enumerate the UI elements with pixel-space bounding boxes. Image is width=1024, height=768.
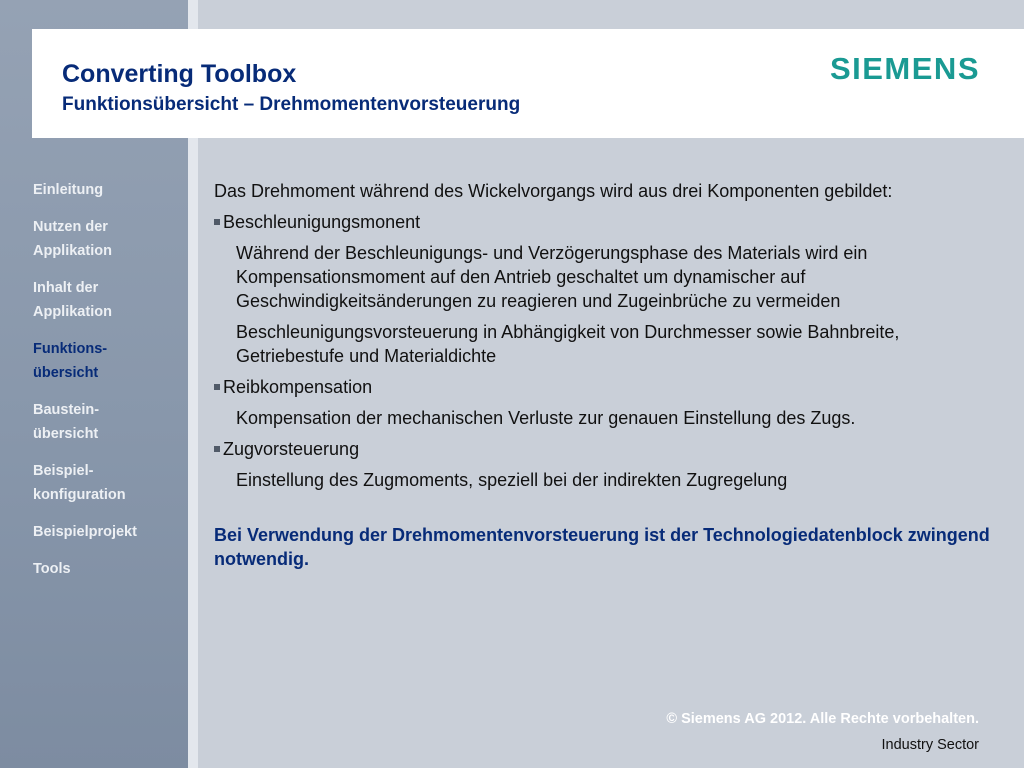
slide-header [32, 29, 1024, 138]
important-note: Bei Verwendung der Drehmomentenvorsteuerung ist der Technologiedatenblock zwingend notwendig. [214, 525, 990, 569]
nav-item-tools[interactable]: Tools [33, 561, 71, 577]
nav-item-bausteinuebersicht[interactable]: Baustein- übersicht [33, 402, 100, 442]
nav-item-funktionsuebersicht[interactable]: Funktions- übersicht [33, 341, 108, 381]
bullet-detail: Einstellung des Zugmoments, speziell bei der indirekten Zugregelung [236, 470, 788, 490]
bullet-detail: Während der Beschleunigungs- und Verzögerungsphase des Materials wird ein Kompensationsmoment auf den Antrieb geschaltet um dynamischer auf Geschwindigkeitsänderungen zu reagieren und Zugeinbrüche zu vermeiden [236, 243, 868, 311]
nav-item-beispielprojekt[interactable]: Beispielprojekt [33, 524, 137, 540]
bullet-heading: Reibkompensation [223, 377, 373, 397]
bullet-item [214, 375, 1004, 399]
bullet-detail: Beschleunigungsvorsteuerung in Abhängigkeit von Durchmesser sowie Bahnbreite, Getriebestufe und Materialdichte [236, 322, 900, 366]
nav-item-inhalt[interactable]: Inhalt der Applikation [33, 280, 112, 320]
square-bullet-icon [214, 446, 220, 452]
sector-label: Industry Sector [881, 737, 979, 753]
nav-item-beispielkonfiguration[interactable]: Beispiel- konfiguration [33, 463, 126, 503]
square-bullet-icon [214, 384, 220, 390]
slide-body [214, 179, 1004, 571]
bullet-item [214, 210, 1004, 234]
bullet-heading: Beschleunigungsmonent [223, 212, 421, 232]
intro-text: Das Drehmoment während des Wickelvorgangs wird aus drei Komponenten gebildet: [214, 181, 893, 201]
slide-title: Converting Toolbox [62, 60, 297, 88]
bullet-heading: Zugvorsteuerung [223, 439, 360, 459]
nav-item-nutzen[interactable]: Nutzen der Applikation [33, 219, 112, 259]
nav-item-einleitung[interactable]: Einleitung [33, 182, 104, 198]
bullet-item [214, 437, 1004, 461]
slide-subtitle: Funktionsübersicht – Drehmomentenvorsteuerung [62, 94, 521, 115]
section-nav [33, 178, 183, 594]
siemens-logo: SIEMENS [829, 51, 980, 86]
copyright-notice: © Siemens AG 2012. Alle Rechte vorbehalten. [666, 711, 979, 727]
square-bullet-icon [214, 219, 220, 225]
bullet-detail: Kompensation der mechanischen Verluste zur genauen Einstellung des Zugs. [236, 408, 856, 428]
